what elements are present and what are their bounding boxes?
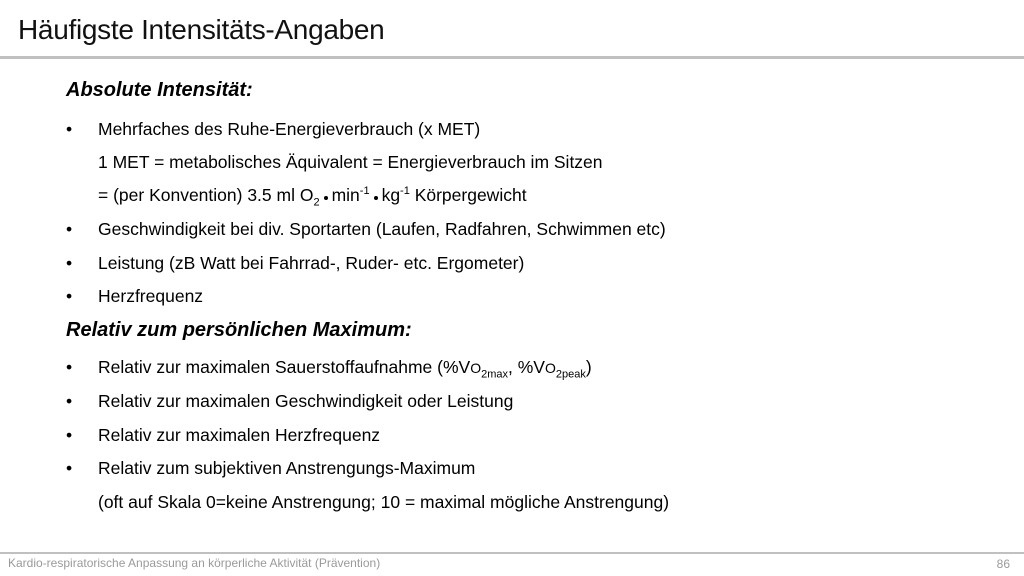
absolute-item-power: Leistung (zB Watt bei Fahrrad-, Ruder- etc. Ergometer) [98, 253, 525, 273]
o2-subscript: 2 [313, 196, 320, 209]
relative-item-vo2 [98, 357, 592, 381]
absolute-item-speed: Geschwindigkeit bei div. Sportarten (Laufen, Radfahren, Schwimmen etc) [98, 219, 666, 239]
convention-suffix: Körpergewicht [409, 185, 527, 205]
relative-item-speed-power: Relativ zur maximalen Geschwindigkeit oder Leistung [98, 391, 514, 411]
bullet-marker: • [66, 119, 73, 139]
vo2-o-letter: O [544, 360, 556, 376]
relative-item-heart-rate: Relativ zur maximalen Herzfrequenz [98, 425, 381, 445]
kg-superscript: -1 [400, 185, 410, 198]
vo2-prefix: Relativ zur maximalen Sauerstoffaufnahme (%V [98, 357, 471, 377]
vo2-suffix: ) [585, 357, 592, 377]
relative-item-scale-note: (oft auf Skala 0=keine Anstrengung; 10 = maximal mögliche Anstrengung) [98, 492, 670, 512]
bullet-marker: • [66, 286, 73, 306]
bullet-marker: • [66, 391, 73, 411]
bullet-marker: • [66, 219, 73, 239]
title-divider [0, 56, 1024, 59]
min-unit: min [331, 185, 360, 205]
slide-title: Häufigste Intensitäts-Angaben [18, 14, 385, 45]
vo2-separator: , %V [508, 357, 545, 377]
bullet-marker: • [66, 357, 73, 377]
bullet-marker: • [66, 458, 73, 478]
vo2-o-letter: O [470, 360, 482, 376]
footer-course-title: Kardio-respiratorische Anpassung an körperliche Aktivität (Prävention) [8, 556, 381, 570]
vo2max-subscript: 2max [481, 368, 509, 381]
absolute-item-heart-rate: Herzfrequenz [98, 286, 204, 306]
absolute-item-met: Mehrfaches des Ruhe-Energieverbrauch (x MET) [98, 119, 481, 139]
relative-item-perceived-exertion: Relativ zum subjektiven Anstrengungs-Maximum [98, 458, 476, 478]
multiply-dot [324, 196, 328, 200]
min-superscript: -1 [359, 185, 370, 198]
page-number: 86 [996, 557, 1010, 571]
relative-heading: Relativ zum persönlichen Maximum: [66, 319, 412, 341]
bullet-marker: • [66, 253, 73, 273]
vo2peak-subscript: 2peak [555, 368, 586, 381]
footer-divider [0, 552, 1024, 554]
bullet-marker: • [66, 425, 73, 445]
absolute-heading: Absolute Intensität: [66, 79, 253, 101]
absolute-item-met-convention [98, 185, 527, 209]
absolute-item-met-definition: 1 MET = metabolisches Äquivalent = Energieverbrauch im Sitzen [98, 152, 603, 172]
convention-prefix: = (per Konvention) 3.5 ml O [98, 185, 314, 205]
kg-unit: kg [381, 185, 401, 205]
multiply-dot [374, 196, 378, 200]
